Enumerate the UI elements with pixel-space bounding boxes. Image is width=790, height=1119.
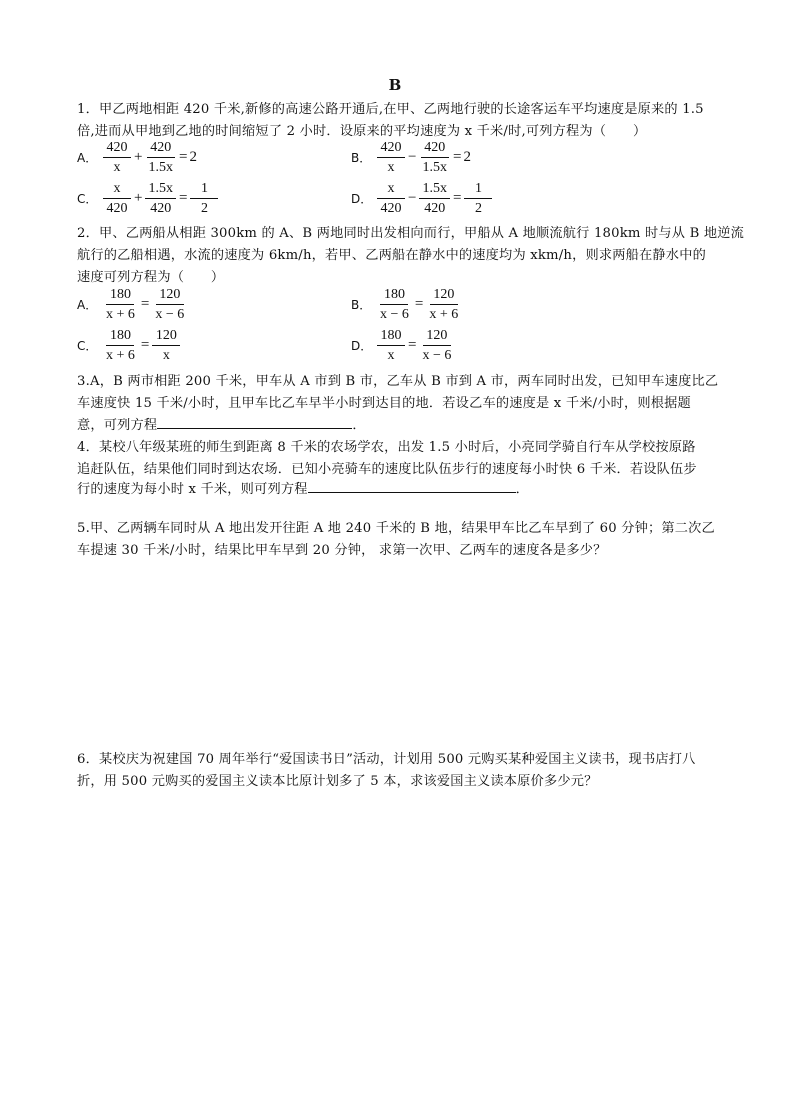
q6-line-2: 折，用 500 元购买的爱国主义读本比原计划多了 5 本，求该爱国主义读本原价多少元？ xyxy=(77,774,598,789)
fraction xyxy=(377,287,412,322)
fraction xyxy=(152,287,187,322)
option-label: B． xyxy=(351,298,372,312)
q1-line-2: 倍,进而从甲地到乙地的时间缩短了 2 小时．设原来的平均速度为 x 千米/时,可列方程为（ ） xyxy=(77,124,647,139)
numerator: 120 xyxy=(152,328,180,346)
numerator: 180 xyxy=(106,328,134,346)
equals-sign: = xyxy=(140,337,150,353)
q4-line-3-suffix: ． xyxy=(515,482,530,497)
fraction xyxy=(377,181,405,216)
operator: − xyxy=(408,149,417,165)
q1-option-b xyxy=(351,140,472,175)
denominator: x − 6 xyxy=(380,307,409,322)
fraction xyxy=(145,181,176,216)
numerator: x xyxy=(103,181,131,199)
option-label: D． xyxy=(351,339,373,353)
q3-answer-blank[interactable] xyxy=(157,416,352,429)
denominator: x xyxy=(387,348,395,363)
denominator: x − 6 xyxy=(155,307,185,322)
rhs-value: 2 xyxy=(189,149,197,165)
q5-line-1: 5.甲、乙两辆车同时从 A 地出发开往距 A 地 240 千米的 B 地，结果甲车比乙车早到了 60 分钟；第二次乙 xyxy=(77,521,715,536)
fraction xyxy=(103,328,138,363)
q2-option-c xyxy=(77,328,182,363)
fraction xyxy=(103,140,131,175)
q3-line-2: 车速度快 15 千米/小时，且甲车比乙车早半小时到达目的地．若设乙车的速度是 x 千米/小时，则根据题 xyxy=(77,396,691,411)
q2-option-b xyxy=(351,287,463,322)
q3-line-3-prefix: 意，可列方程 xyxy=(77,418,158,433)
numerator: 420 xyxy=(421,140,449,158)
numerator: 180 xyxy=(377,328,405,346)
q4-line-3 xyxy=(77,478,529,497)
fraction xyxy=(377,140,405,175)
denominator: 2 xyxy=(200,201,208,216)
equals-sign: = xyxy=(452,190,462,206)
numerator: 1 xyxy=(464,181,492,199)
q4-line-2: 追赶队伍，结果他们同时到达农场．已知小亮骑车的速度比队伍步行的速度每小时快 6 千米．若设队伍步 xyxy=(77,462,697,477)
denominator: x + 6 xyxy=(106,348,135,363)
q2-line-1: 2．甲、乙两船从相距 300km 的 A、B 两地同时出发相向而行，甲船从 A 地顺流航行 180km 时与从 B 地逆流 xyxy=(77,226,745,241)
denominator: x + 6 xyxy=(429,307,459,322)
fraction xyxy=(103,287,138,322)
q4-line-3-prefix: 行的速度为每小时 x 千米，则可列方程 xyxy=(77,482,308,497)
numerator: 1 xyxy=(190,181,218,199)
fraction xyxy=(103,181,131,216)
numerator: 120 xyxy=(423,328,451,346)
numerator: 120 xyxy=(156,287,184,305)
fraction xyxy=(419,328,454,363)
denominator: x xyxy=(113,160,121,175)
denominator: 2 xyxy=(474,201,482,216)
q3-line-3 xyxy=(77,414,366,433)
q1-line-1: 1．甲乙两地相距 420 千米,新修的高速公路开通后,在甲、乙两地行驶的长途客运车平均速度是原来的 1.5 xyxy=(77,102,704,117)
numerator: 1.5x xyxy=(419,181,450,199)
q1-option-c xyxy=(77,181,220,216)
fraction xyxy=(419,181,450,216)
numerator: 120 xyxy=(430,287,458,305)
section-title: B xyxy=(388,76,402,94)
fraction xyxy=(377,328,405,363)
q4-line-1: 4．某校八年级某班的师生到距离 8 千米的农场学农，出发 1.5 小时后，小亮同学骑自行车从学校按原路 xyxy=(77,440,696,455)
option-label: C． xyxy=(77,339,98,353)
numerator: 420 xyxy=(103,140,131,158)
denominator: 1.5x xyxy=(148,160,173,175)
q3-line-1: 3.A，B 两市相距 200 千米，甲车从 A 市到 B 市，乙车从 B 市到 A 市，两车同时出发，已知甲车速度比乙 xyxy=(77,374,719,389)
numerator: x xyxy=(377,181,405,199)
q3-line-3-suffix: ． xyxy=(352,418,366,433)
numerator: 1.5x xyxy=(145,181,176,199)
q5-line-2: 车提速 30 千米/小时，结果比甲车早到 20 分钟， 求第一次甲、乙两车的速度各是多少？ xyxy=(77,543,607,558)
numerator: 420 xyxy=(377,140,405,158)
fraction xyxy=(145,140,176,175)
denominator: x xyxy=(162,348,170,363)
option-label: B． xyxy=(351,151,372,165)
fraction xyxy=(152,328,180,363)
denominator: 420 xyxy=(106,201,128,216)
numerator: 180 xyxy=(106,287,134,305)
fraction xyxy=(190,181,218,216)
numerator: 420 xyxy=(147,140,175,158)
option-label: A． xyxy=(77,151,98,165)
denominator: x − 6 xyxy=(422,348,452,363)
operator: + xyxy=(134,149,143,165)
denominator: x xyxy=(387,160,395,175)
fraction xyxy=(419,140,450,175)
q1-option-a xyxy=(77,140,198,175)
equals-sign: = xyxy=(178,149,188,165)
denominator: 420 xyxy=(380,201,402,216)
option-label: D． xyxy=(351,192,373,206)
fraction xyxy=(426,287,461,322)
operator: + xyxy=(134,190,143,206)
q2-line-3: 速度可列方程为（ ） xyxy=(77,270,225,285)
equals-sign: = xyxy=(408,337,417,353)
rhs-value: 2 xyxy=(463,149,471,165)
option-label: C． xyxy=(77,192,98,206)
q1-option-d xyxy=(351,181,494,216)
option-label: A． xyxy=(77,298,98,312)
equals-sign: = xyxy=(414,296,424,312)
q2-option-a xyxy=(77,287,189,322)
equals-sign: = xyxy=(452,149,462,165)
numerator: 180 xyxy=(380,287,408,305)
equals-sign: = xyxy=(178,190,188,206)
fraction xyxy=(464,181,492,216)
denominator: 420 xyxy=(424,201,446,216)
q2-option-d xyxy=(351,328,456,363)
denominator: 420 xyxy=(150,201,172,216)
operator: − xyxy=(408,190,417,206)
denominator: 1.5x xyxy=(422,160,447,175)
q6-line-1: 6．某校庆为祝建国 70 周年举行“爱国读书日”活动，计划用 500 元购买某种爱国主义读书，现书店打八 xyxy=(77,752,696,767)
q2-line-2: 航行的乙船相遇，水流的速度为 6km/h，若甲、乙两船在静水中的速度均为 xkm/h，则求两船在静水中的 xyxy=(77,248,706,263)
q4-answer-blank[interactable] xyxy=(308,480,516,493)
equals-sign: = xyxy=(140,296,150,312)
denominator: x + 6 xyxy=(106,307,135,322)
